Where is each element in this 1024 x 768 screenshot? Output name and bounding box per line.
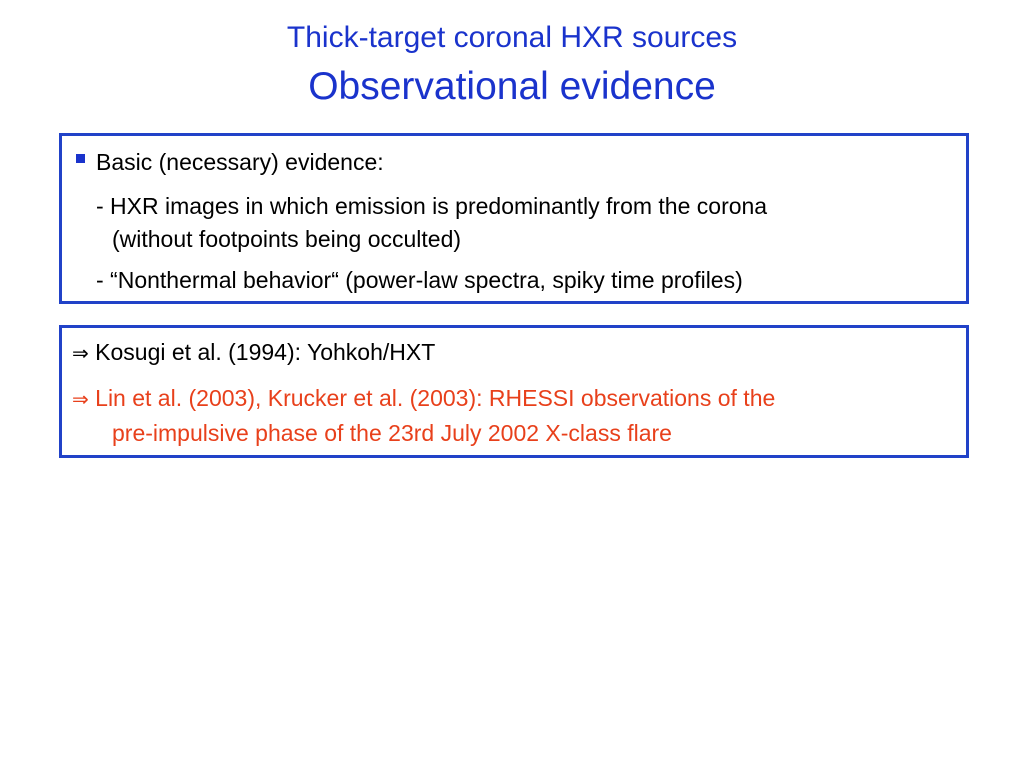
reference-kosugi <box>72 338 435 367</box>
reference-lin-krucker-text: Lin et al. (2003), Krucker et al. (2003): RHESSI observations of the <box>95 385 776 411</box>
implies-arrow-icon: ⇒ <box>72 387 89 411</box>
implies-arrow-icon: ⇒ <box>72 341 89 365</box>
evidence-box <box>59 133 969 304</box>
slide-subtitle: Observational evidence <box>308 65 716 108</box>
square-bullet-icon <box>76 154 85 163</box>
reference-lin-krucker <box>72 384 775 413</box>
evidence-item-hxr-images: - HXR images in which emission is predominantly from the corona <box>96 193 768 219</box>
reference-lin-krucker-continued: pre-impulsive phase of the 23rd July 2002 X-class flare <box>112 420 672 446</box>
reference-kosugi-text: Kosugi et al. (1994): Yohkoh/HXT <box>95 339 436 365</box>
evidence-item-nonthermal: - “Nonthermal behavior“ (power-law spectra, spiky time profiles) <box>96 267 743 293</box>
evidence-item-hxr-images-continued: (without footpoints being occulted) <box>112 226 462 252</box>
references-box <box>59 325 969 458</box>
slide-title: Thick-target coronal HXR sources <box>286 21 738 54</box>
evidence-heading: Basic (necessary) evidence: <box>96 149 384 175</box>
